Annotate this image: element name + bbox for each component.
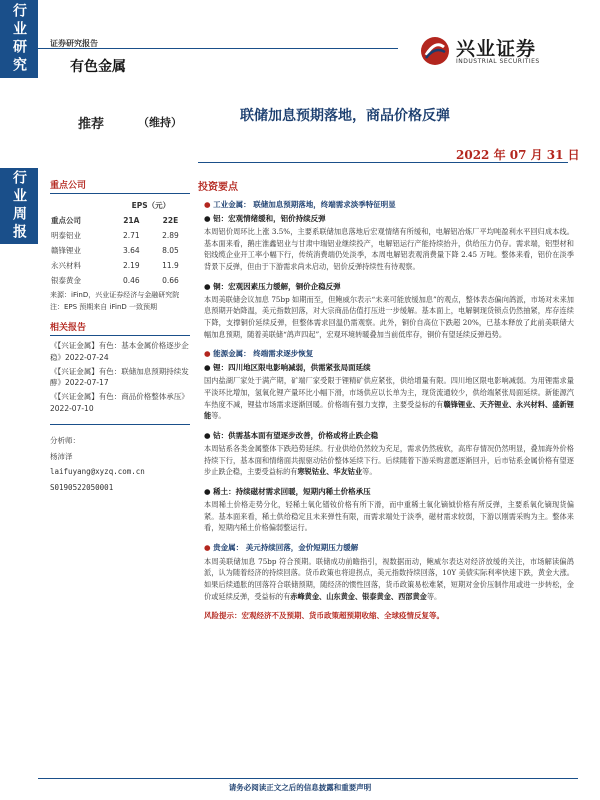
investment-highlights	[198, 178, 574, 621]
section-title: 美元持续回落，金价短期压力缓解	[245, 542, 359, 552]
table-row	[50, 273, 190, 288]
related-report-link[interactable]: 《【兴证金属】有色：联储加息预期持续发酵》2022-07-17	[50, 366, 189, 388]
point-copper-text: 本周美联储会议加息 75bp 如期而至，但鲍威尔表示“未来可能放缓加息”的观点，整体表态偏向鸽派，市场对未来加息预期开始降温，美元指数回落，对大宗商品估值打压进一步缓解。基本面上，电解铜现货锁点仍然抽紧，库存连续下降，支撑铜价延续反弹，但整体需求回温仍需观察。此外，铜价自高位下跌超 20%，已基本释放了此前美联储大幅加息预期，随着美联储“鸽声四起”，宏观环境转暖叠加当前低库存，铜价有望延续反弹趋势。	[204, 294, 574, 339]
point-cobalt-text: 本周钴系各类金属整体下跌趋势延续。行业供给仍然较为充足，需求仍然疲软，高库存情况仍然明显，叠加海外价格持续下行，基本面和情绪面共振驱动钴价整体延续下行。后续随着下游采购意愿逐渐回升，后市钴系金属价格有望逐步止跌企稳，主要受益标的有寒锐钴业、华友钴业等。	[204, 443, 574, 477]
section-industrial-metals	[204, 199, 574, 210]
analyst-cert: S0190522050001	[50, 483, 114, 493]
report-title: 联储加息预期落地，商品价格反弹	[240, 108, 450, 124]
point-lithium-head: ● 锂：四川地区限电影响减弱，供需紧张局面延续	[204, 363, 371, 373]
companies-title: 重点公司	[50, 178, 190, 194]
eps-21a: 2.71	[122, 231, 140, 240]
company-name: 明泰铝业	[51, 231, 81, 240]
table-source-note: 来源：iFinD，兴业证券经济与金融研究院	[50, 291, 180, 299]
eps-21a: 0.46	[122, 276, 140, 285]
point-rare-earth-head: ● 稀土：持续磁材需求回暖，短期内稀土价格承压	[204, 486, 371, 496]
analyst-email[interactable]: laifuyang@xyzq.com.cn	[50, 467, 145, 477]
section-precious-metals	[204, 542, 574, 553]
point-cobalt-head: ● 钴：供需基本面有望逐步改善，价格或将止跌企稳	[204, 430, 379, 440]
section-energy-metals	[204, 348, 574, 359]
section-head: 能源金属：	[213, 349, 251, 359]
related-report-link[interactable]: 《【兴证金属】有色：商品价格整体承压》2022-07-10	[50, 392, 189, 413]
header-divider	[38, 48, 398, 49]
beneficiary-stocks: 寒锐钴业、华友钴业	[297, 467, 363, 477]
point-lithium-text: 国内盐湖厂家处于满产期，矿端厂家受限于锂精矿供应紧张，供给增量有限。四川地区限电影响减弱。为用锂需求量平淡环比增加，氢氧化锂产量环比小幅下滑，市场供应以长单为主，现货流通较少，供给端紧张局面延续。新能源汽车热度不减，锂盐市场需求逐渐回暖。价格端有强力支撑，主要受益标的有赣锋锂业、天齐锂业、永兴材料、盛新锂能等。	[204, 376, 574, 421]
related-report-link[interactable]: 《【兴证金属】有色：基本金属价格逐步企稳》2022-07-24	[50, 341, 189, 362]
section-head: 工业金属：	[213, 200, 251, 209]
table-row	[50, 243, 190, 258]
beneficiary-stocks: 赤峰黄金、山东黄金、银泰黄金、西部黄金	[290, 591, 427, 601]
rating-maintain: （维持）	[138, 116, 182, 129]
risk-warning: 风险提示：宏观经济不及预期、货币政策超预期收缩、全球疫情反复等。	[204, 611, 444, 621]
analyst-info	[50, 424, 190, 496]
table-row	[50, 258, 190, 273]
point-aluminum-head: ● 铝：宏观情绪缓和，铝价持续反弹	[204, 214, 326, 223]
point-rare-earth-text: 本周稀土价格走势分化，轻稀土氧化镨钕价格有所下滑，而中重稀土氧化镝钺价格有所反弹，主要系氧化镝现货偏紧。基本面来看，稀土供给稳定且未来弹性有限，而需求端处于淡季，磁材需求较弱，下游以刚需采购为主。整体来看，短期内稀土价格偏弱整运行。	[204, 499, 574, 533]
rating: 推荐	[78, 117, 105, 132]
section-head: 贵金属：	[213, 542, 244, 552]
eps-22e: 8.05	[162, 246, 179, 255]
bullet: ●	[204, 349, 211, 359]
table-eps-note: 注：EPS 预期来自 iFinD 一致预期	[50, 303, 157, 312]
report-date: 2022 年 07 月 31 日	[456, 148, 580, 162]
eps-col-22e: 22E	[162, 216, 179, 225]
industry-label: 有色金属	[70, 59, 126, 75]
left-column	[50, 178, 190, 496]
bullet: ●	[204, 542, 211, 552]
eps-table	[50, 198, 190, 288]
point-gold-text: 本周美联储加息 75bp 符合预期。联储成功前瞻指引，视数据而动，鲍威尔表达对经济放缓的关注，市场解读偏鸽派，认为随着经济的持续回落。货币政策也将迎拐点，美元指数持续回落，10Y 美债实际利率快速下跌，黄金大涨。如果后续通胀的回落符合联储预期，随经济的惯性回落，货币政策易松难紧，短期对金价压制作用或进一步转松，金价或延续反弹，受益标的有赤峰黄金、山东黄金、银泰黄金、西部黄金等。	[204, 556, 574, 601]
eps-col-company	[50, 198, 112, 213]
related-reports-title: 相关报告	[50, 320, 190, 336]
analyst-name: 杨沛泽	[50, 451, 73, 461]
analyst-label: 分析师：	[50, 435, 80, 445]
footer-divider	[38, 778, 578, 779]
report-label: 证券研究报告	[50, 39, 98, 48]
beneficiary-stocks: 赣锋锂业、天齐锂业、永兴材料、盛新锂能	[204, 399, 574, 421]
eps-21a: 3.64	[122, 246, 140, 255]
sidebar-report-type: 行业周报	[0, 168, 38, 244]
eps-col-company-label: 重点公司	[51, 216, 81, 225]
title-divider	[198, 162, 568, 163]
highlights-title: 投资要点	[198, 182, 238, 193]
point-copper-head: ● 铜：宏观因素压力缓解，铜价企稳反弹	[204, 281, 341, 291]
eps-22e: 0.66	[162, 276, 179, 285]
brand-name-en: INDUSTRIAL SECURITIES	[456, 58, 540, 65]
bullet: ●	[204, 200, 211, 209]
brand-name: 兴业证券	[456, 38, 537, 60]
eps-col-21a: 21A	[123, 216, 140, 225]
table-row	[50, 228, 190, 243]
eps-22e: 11.9	[162, 261, 179, 270]
footer-disclaimer: 请务必阅读正文之后的信息披露和重要声明	[228, 783, 372, 792]
section-title: 联储加息预期落地，终端需求淡季特征明显	[253, 200, 396, 209]
company-name: 赣锋锂业	[51, 246, 81, 255]
company-name: 银泰黄金	[51, 276, 81, 285]
eps-21a: 2.19	[122, 261, 140, 270]
section-title: 终端需求逐步恢复	[253, 349, 314, 359]
brand-logo-icon	[420, 36, 450, 66]
eps-header: EPS（元）	[131, 201, 171, 210]
eps-22e: 2.89	[162, 231, 179, 240]
point-aluminum-text: 本周铝价周环比上涨 3.5%，主要系联储加息落地后宏观情绪有所缓和，电解铝冶炼厂平均吨盈利水平回归成本线。基本面来看，鹅庄淮鑫铝业与甘肃中瑞铝业继续投产，电解铝运行产能持续抬升，供给压力仍存。需求端，铝型材和铝线缆企业开工率小幅下行，传统消费端仍处淡季，本周电解铝表观消费量下降 2.45 万吨。整体来看，铝价在淡季背景下反弹，但由于下游需求尚未启动，铝价反弹持续性有待观察。	[204, 227, 574, 271]
company-name: 永兴材料	[51, 261, 81, 270]
sidebar-industry-research: 行业研究	[0, 0, 38, 78]
